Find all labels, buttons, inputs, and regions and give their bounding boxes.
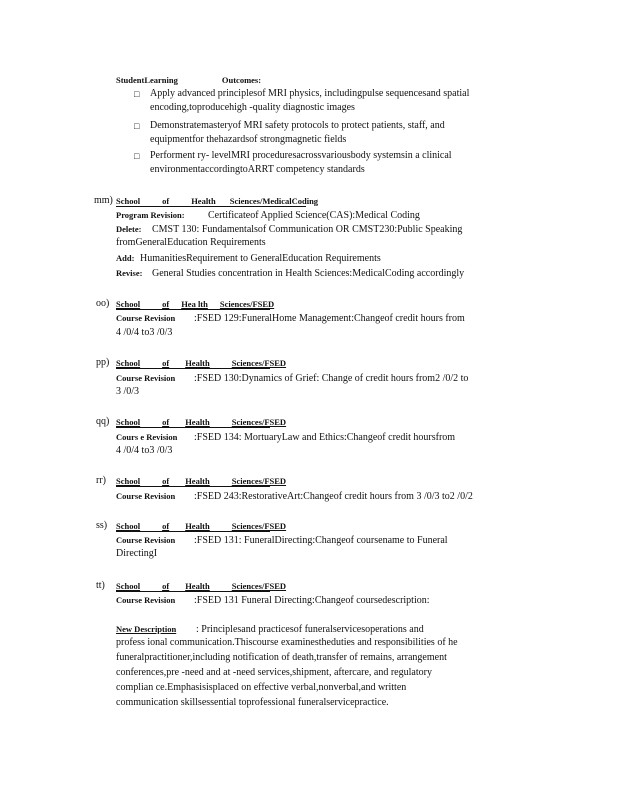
header-underline: [116, 309, 270, 310]
section-line: Add: HumanitiesRequirement to GeneralEducation Requirements: [116, 253, 381, 264]
new-description-line: communication skillsessential toprofessional funeralservicepractice.: [116, 697, 389, 708]
section-header: School of Health Sciences/FSED: [116, 476, 287, 486]
outcome-3-line-2: environmentaccordingtoARRT competency standards: [150, 164, 365, 175]
section-line: 3 /0/3: [116, 386, 140, 397]
checkbox-bullet-icon: □: [134, 89, 140, 99]
section-line: Course Revision :FSED 130:Dynamics of Grief: Change of credit hours from2 /0/2 to: [116, 373, 469, 384]
new-description-line: conferences,pre -need and at -need services,shipment, aftercare, and regulatory: [116, 667, 432, 678]
section-line: Course Revision :FSED 129:FuneralHome Management:Changeof credit hours from: [116, 313, 465, 324]
header-underline: [116, 486, 270, 487]
outcomes-heading-b: Outcomes:: [221, 75, 262, 85]
section-label: ss): [96, 520, 108, 531]
section-line: fromGeneralEducation Requirements: [116, 237, 266, 248]
section-line: DirectingI: [116, 548, 158, 559]
header-underline: [116, 368, 270, 369]
section-header: School of Health Sciences/MedicalCoding: [116, 196, 319, 206]
section-header: School of Health Sciences/FSED: [116, 521, 287, 531]
outcomes-heading: [116, 74, 261, 86]
section-line: Program Revision: Certificateof Applied Science(CAS):Medical Coding: [116, 210, 420, 221]
outcome-1-line-2: encoding,toproducehigh -quality diagnostic images: [150, 102, 355, 113]
section-label: rr): [96, 475, 106, 486]
section-line: 4 /0/4 to3 /0/3: [116, 445, 173, 456]
outcome-2-line-2: equipmentfor thehazardsof strongmagnetic fields: [150, 134, 347, 145]
outcomes-heading-a: StudentLearning: [116, 75, 178, 85]
new-description-line: profess ional communication.Thiscourse examinestheduties and responsibilities of he: [116, 637, 458, 648]
header-underline: [116, 427, 270, 428]
section-line: 4 /0/4 to3 /0/3: [116, 327, 173, 338]
outcome-1-line-1: Apply advanced principlesof MRI physics, includingpulse sequencesand spatial: [150, 88, 470, 99]
section-label: qq): [96, 416, 110, 427]
checkbox-bullet-icon: □: [134, 151, 140, 161]
section-header: School of Health Sciences/FSED: [116, 417, 287, 427]
section-header: School of Hea lth Sciences/FSED: [116, 299, 275, 309]
section-line: Course Revision :FSED 131 Funeral Directing:Changeof coursedescription:: [116, 595, 430, 606]
section-label: pp): [96, 357, 110, 368]
header-underline: [116, 206, 306, 207]
section-header: School of Health Sciences/FSED: [116, 581, 287, 591]
section-line: Course Revision :FSED 243:RestorativeArt:Changeof credit hours from 3 /0/3 to2 /0/2: [116, 491, 473, 502]
section-label: mm): [94, 195, 113, 206]
new-description-line: funeralpractitioner,including notification of death,transfer of remains, arrangement: [116, 652, 447, 663]
new-description-line: New Description : Principlesand practicesof funeralservicesoperations and: [116, 624, 424, 635]
section-label: oo): [96, 298, 110, 309]
section-header: School of Health Sciences/FSED: [116, 358, 287, 368]
outcome-2-line-1: Demonstratemasteryof MRI safety protocols to protect patients, staff, and: [150, 120, 445, 131]
section-line: Delete: CMST 130: Fundamentalsof Communication OR CMST230:Public Speaking: [116, 224, 463, 235]
checkbox-bullet-icon: □: [134, 121, 140, 131]
header-underline: [116, 531, 270, 532]
new-description-line: complian ce.Emphasisisplaced on effective verbal,nonverbal,and written: [116, 682, 407, 693]
outcome-3-line-1: Performent ry- levelMRI proceduresacrossvariousbody systemsin a clinical: [150, 150, 452, 161]
section-line: Revise: General Studies concentration in Health Sciences:MedicalCoding accordingly: [116, 268, 465, 279]
header-underline: [116, 591, 270, 592]
section-line: Course Revision :FSED 131: FuneralDirecting:Changeof coursename to Funeral: [116, 535, 448, 546]
section-line: Cours e Revision :FSED 134: MortuaryLaw and Ethics:Changeof credit hoursfrom: [116, 432, 456, 443]
section-label: tt): [96, 580, 105, 591]
